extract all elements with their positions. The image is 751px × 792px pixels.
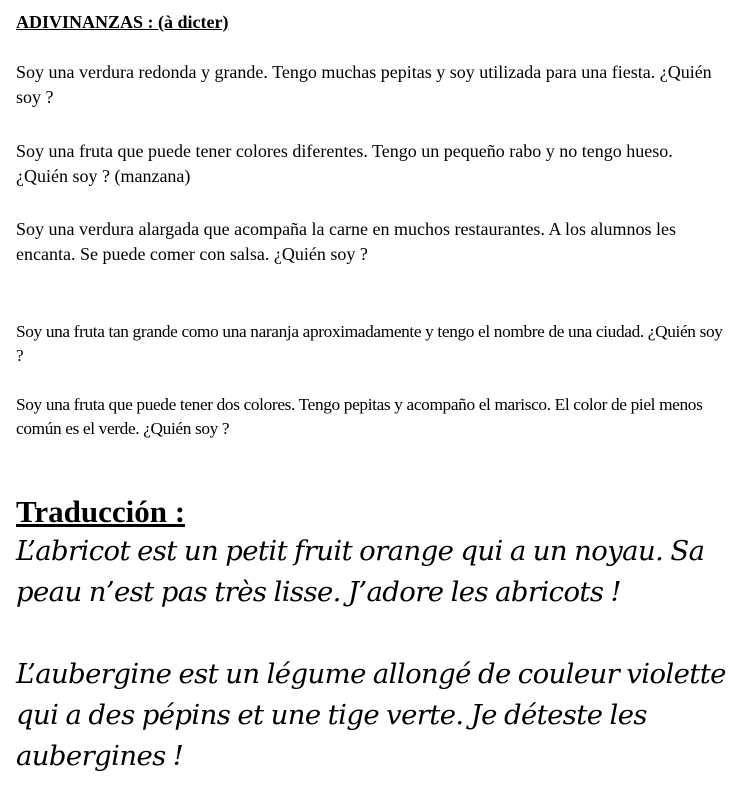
- document-heading: ADIVINANZAS : (à dicter): [16, 12, 229, 32]
- riddle-4: Soy una fruta tan grande como una naranja aproximadamente y tengo el nombre de una ciudad. ¿Quién soy ?: [16, 322, 723, 365]
- document-page: [16, 10, 736, 777]
- riddle-5: Soy una fruta que puede tener dos colores. Tengo pepitas y acompaño el marisco. El color de piel menos común es el verde. ¿Quién soy ?: [16, 395, 703, 438]
- riddle-3: Soy una verdura alargada que acompaña la carne en muchos restaurantes. A los alumnos les encanta. Se puede comer con salsa. ¿Quién soy ?: [16, 219, 676, 264]
- translation-paragraph-2: L’aubergine est un légume allongé de couleur violette qui a des pépins et une tige verte. Je déteste les aubergines !: [16, 658, 726, 772]
- riddle-1: Soy una verdura redonda y grande. Tengo muchas pepitas y soy utilizada para una fiesta. ¿Quién soy ?: [16, 62, 712, 107]
- translation-paragraph-1: L’abricot est un petit fruit orange qui a un noyau. Sa peau n’est pas très lisse. J’adore les abricots !: [16, 535, 705, 608]
- translation-title: Traducción :: [16, 494, 186, 529]
- riddle-2: Soy una fruta que puede tener colores diferentes. Tengo un pequeño rabo y no tengo hueso. ¿Quién soy ? (manzana): [16, 141, 673, 186]
